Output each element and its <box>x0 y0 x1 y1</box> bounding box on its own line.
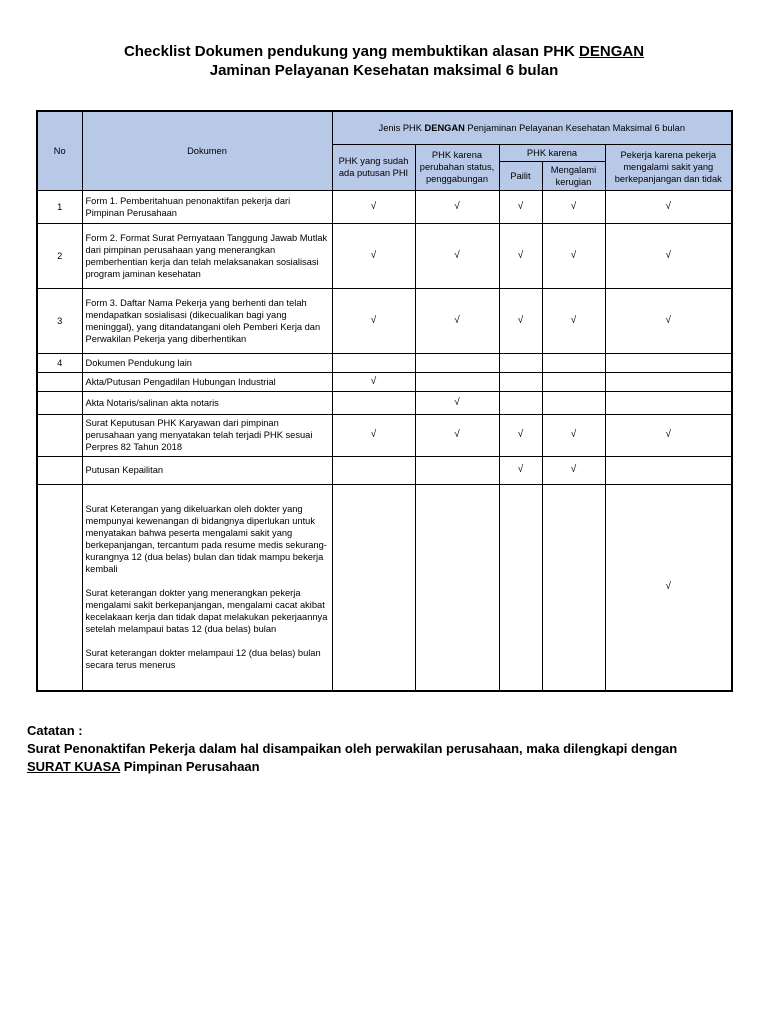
title-line-2: Jaminan Pelayanan Kesehatan maksimal 6 bulan <box>209 62 559 79</box>
row-document <box>82 288 332 353</box>
document-text: Form 3. Daftar Nama Pekerja yang berhenti dan telah mendapatkan sosialisasi (dikecualikan bagi yang meninggal), yang ditandatangani oleh Pemberi Kerja dan Perwakilan Pekerja yang diberhentikan <box>85 297 321 344</box>
table-row <box>37 456 732 484</box>
check-mark-cell: √ <box>499 414 542 456</box>
notes-suffix: Pimpinan Perusahaan <box>120 759 260 774</box>
column-header-no: No <box>37 111 82 190</box>
column-header-dokumen: Dokumen <box>82 111 332 190</box>
check-mark-cell: √ <box>415 288 499 353</box>
check-mark-cell: √ <box>605 484 732 691</box>
document-text: Akta Notaris/salinan akta notaris <box>85 397 219 408</box>
check-mark-cell: √ <box>542 223 605 288</box>
empty-cell <box>542 372 605 391</box>
empty-cell <box>605 456 732 484</box>
check-mark-cell: √ <box>605 288 732 353</box>
table-row <box>37 353 732 372</box>
empty-cell <box>605 353 732 372</box>
check-mark-cell: √ <box>499 288 542 353</box>
check-mark-cell: √ <box>542 288 605 353</box>
document-text: Putusan Kepailitan <box>85 465 164 475</box>
row-document <box>82 484 332 691</box>
check-mark-cell: √ <box>499 223 542 288</box>
empty-cell <box>415 484 499 691</box>
check-mark-cell: √ <box>415 391 499 414</box>
check-mark-cell: √ <box>332 372 415 391</box>
row-number: 2 <box>37 223 82 288</box>
table-row <box>37 288 732 353</box>
row-number <box>37 456 82 484</box>
title-line-1-text: Checklist Dokumen pendukung yang membuktikan alasan PHK <box>123 43 580 60</box>
check-mark-cell: √ <box>332 414 415 456</box>
column-header-sakit: Pekerja karena pekerja mengalami sakit yang berkepanjangan dan tidak <box>605 144 732 190</box>
document-text: Form 2. Format Surat Pernyataan Tanggung Jawab Mutlak dari pimpinan perusahaan yang menerangkan pemberhentian kerja dan telah melaksanakan sosialisasi program jaminan kesehatan <box>85 232 328 279</box>
document-text: Surat Keputusan PHK Karyawan dari pimpinan perusahaan yang menyatakan telah terjadi PHK sesuai Perpres 82 Tahun 2018 <box>85 418 313 452</box>
check-mark-cell: √ <box>332 288 415 353</box>
notes-text-main: Surat Penonaktifan Pekerja dalam hal disampaikan oleh perwakilan perusahaan, maka dilengkapi dengan <box>27 741 678 756</box>
row-number <box>37 372 82 391</box>
empty-cell <box>499 484 542 691</box>
table-row <box>37 391 732 414</box>
row-number: 4 <box>37 353 82 372</box>
empty-cell <box>605 391 732 414</box>
empty-cell <box>499 353 542 372</box>
row-document <box>82 353 332 372</box>
row-number <box>37 484 82 691</box>
checklist-table <box>36 110 733 692</box>
empty-cell <box>332 391 415 414</box>
check-mark-cell: √ <box>499 456 542 484</box>
empty-cell <box>542 353 605 372</box>
empty-cell <box>499 372 542 391</box>
document-text: Surat keterangan dokter yang menerangkan pekerja mengalami sakit berkepanjangan, mengalami cacat akibat kecelakaan kerja dan tidak dapat melakukan pekerjaannya setelah melampaui batas 12 (dua belas) bulan <box>85 588 328 635</box>
check-mark-cell: √ <box>332 190 415 223</box>
empty-cell <box>332 456 415 484</box>
check-mark-cell: √ <box>415 414 499 456</box>
row-number <box>37 414 82 456</box>
notes-section <box>27 722 757 776</box>
group-header <box>332 111 732 144</box>
group-header-suffix: Penjaminan Pelayanan Kesehatan Maksimal 6 bulan <box>464 122 686 133</box>
row-document <box>82 190 332 223</box>
empty-cell <box>542 484 605 691</box>
document-text: Form 1. Pemberitahuan penonaktifan pekerja dari Pimpinan Perusahaan <box>85 195 291 218</box>
table-row <box>37 223 732 288</box>
checklist-table-container <box>36 110 731 692</box>
row-number: 3 <box>37 288 82 353</box>
check-mark-cell: √ <box>415 223 499 288</box>
document-title <box>0 42 768 80</box>
document-text: Surat keterangan dokter melampaui 12 (dua belas) bulan secara terus menerus <box>85 648 321 671</box>
notes-heading: Catatan : <box>27 723 83 738</box>
row-document <box>82 414 332 456</box>
row-document <box>82 456 332 484</box>
check-mark-cell: √ <box>605 414 732 456</box>
empty-cell <box>332 484 415 691</box>
check-mark-cell: √ <box>605 223 732 288</box>
checklist-body <box>37 190 732 691</box>
check-mark-cell: √ <box>542 190 605 223</box>
document-text: Dokumen Pendukung lain <box>85 357 192 368</box>
check-mark-cell: √ <box>415 190 499 223</box>
document-text: Surat Keterangan yang dikeluarkan oleh dokter yang mempunyai kewenangan di bidangnya diperlukan untuk menyatakan bahwa peserta mengalami sakit yang berkepanjangan, tercantum pada resume medis sekurang-kurangnya 12 (dua belas) bulan dan tidak mampu bekerja kembali <box>85 504 327 575</box>
empty-cell <box>542 391 605 414</box>
check-mark-cell: √ <box>542 414 605 456</box>
empty-cell <box>415 456 499 484</box>
row-number <box>37 391 82 414</box>
row-number: 1 <box>37 190 82 223</box>
row-document <box>82 372 332 391</box>
empty-cell <box>332 353 415 372</box>
group-header-prefix: Jenis PHK <box>378 122 425 133</box>
table-row <box>37 372 732 391</box>
column-header-phi: PHK yang sudah ada putusan PHI <box>332 144 415 190</box>
row-document <box>82 391 332 414</box>
check-mark-cell: √ <box>542 456 605 484</box>
group-header-emphasis: DENGAN <box>424 122 465 133</box>
document-text: Akta/Putusan Pengadilan Hubungan Industrial <box>85 376 276 387</box>
empty-cell <box>415 372 499 391</box>
empty-cell <box>605 372 732 391</box>
notes-emphasis: SURAT KUASA <box>27 759 121 774</box>
column-header-pailit: Pailit <box>499 161 542 190</box>
column-header-perubahan: PHK karena perubahan status, penggabungan <box>415 144 499 190</box>
row-document <box>82 223 332 288</box>
check-mark-cell: √ <box>499 190 542 223</box>
title-line-1 <box>0 42 768 61</box>
check-mark-cell: √ <box>332 223 415 288</box>
empty-cell <box>415 353 499 372</box>
table-row <box>37 484 732 691</box>
column-header-phk-karena: PHK karena <box>499 144 605 161</box>
empty-cell <box>499 391 542 414</box>
table-row <box>37 414 732 456</box>
notes-text <box>27 740 757 776</box>
check-mark-cell: √ <box>605 190 732 223</box>
column-header-kerugian: Mengalami kerugian <box>542 161 605 190</box>
table-row <box>37 190 732 223</box>
title-emphasis: DENGAN <box>579 43 645 60</box>
